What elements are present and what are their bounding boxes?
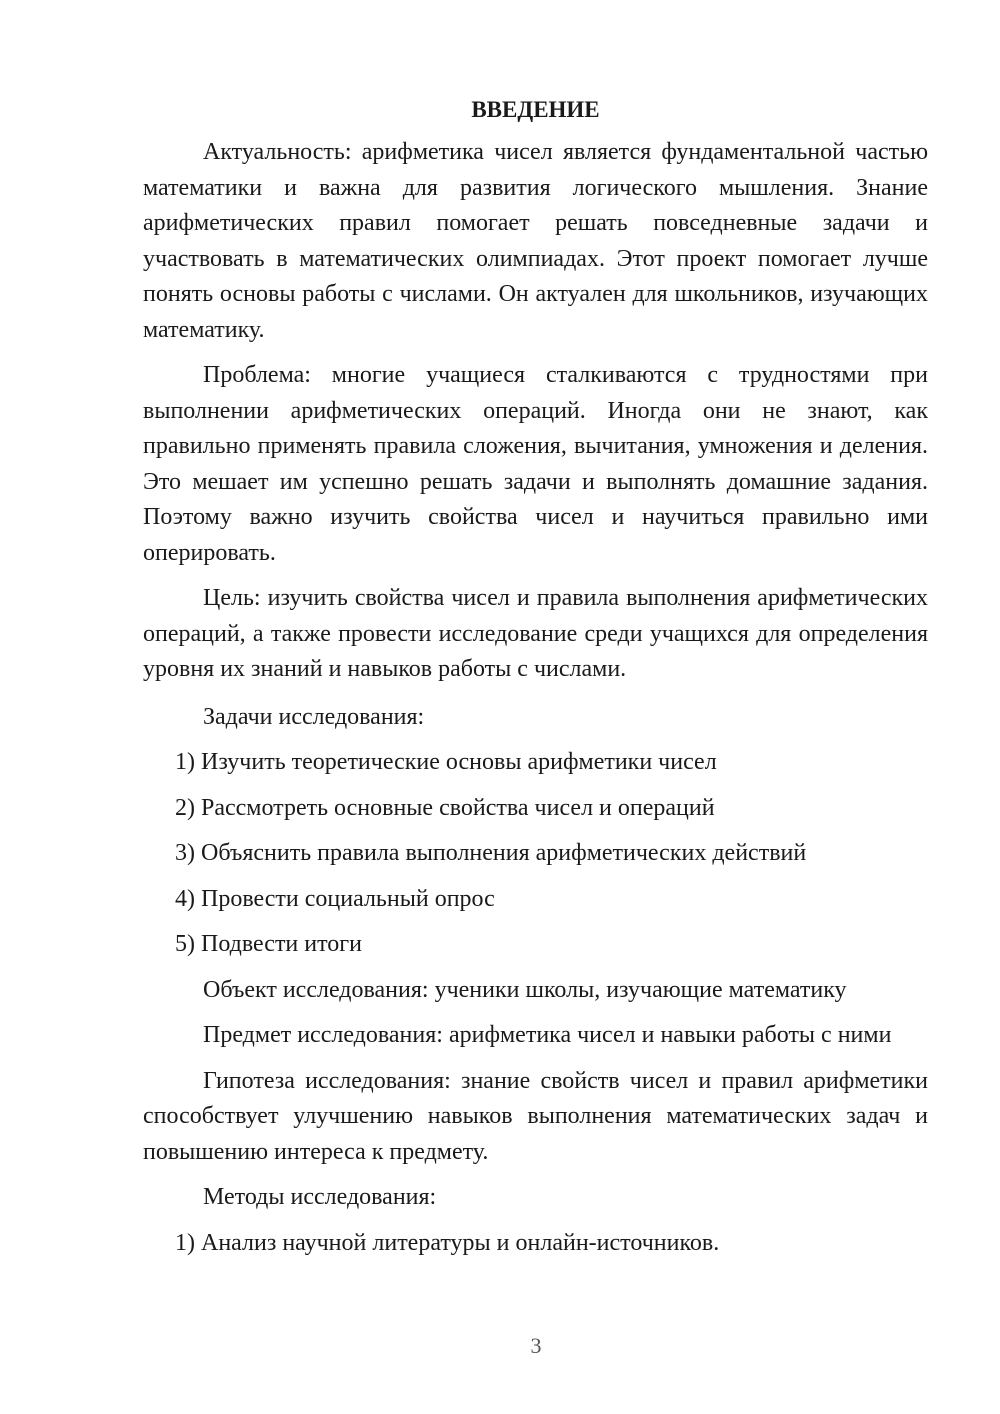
task-item: 2) Рассмотреть основные свойства чисел и операций [175, 794, 715, 821]
tasks-title: Задачи исследования: [203, 703, 425, 730]
task-item: 5) Подвести итоги [175, 931, 362, 957]
research-subject: Предмет исследования: арифметика чисел и навыки работы с ними [203, 1022, 892, 1048]
task-item: 1) Изучить теоретические основы арифметики чисел [175, 749, 717, 775]
method-item: 1) Анализ научной литературы и онлайн-источников. [175, 1229, 720, 1256]
hypothesis-paragraph: Гипотеза исследования: знание свойств чисел и правил арифметики способствует улучшению навыков выполнения математических задач и повышению интереса к предмету. [143, 1067, 928, 1165]
goal-paragraph: Цель: изучить свойства чисел и правила выполнения арифметических операций, а также провести исследование среди учащихся для определения уровня их знаний и навыков работы с числами. [143, 585, 928, 682]
section-heading: ВВЕДЕНИЕ [471, 97, 600, 122]
page-content [143, 95, 928, 1271]
task-item: 3) Объяснить правила выполнения арифметических действий [175, 840, 807, 866]
research-object: Объект исследования: ученики школы, изучающие математику [203, 976, 847, 1003]
methods-title: Методы исследования: [203, 1184, 437, 1210]
page-number: 3 [530, 1333, 542, 1358]
problem-paragraph: Проблема: многие учащиеся сталкиваются с трудностями при выполнении арифметических операций. Иногда они не знают, как правильно применять правила сложения, вычитания, умножения и деления. Это мешает им успешно решать задачи и выполнять домашние задания. Поэтому важно изучить свойства чисел и научиться правильно ими оперировать. [143, 362, 928, 566]
relevance-paragraph: Актуальность: арифметика чисел является фундаментальной частью математики и важна для развития логического мышления. Знание арифметических правил помогает решать повседневные задачи и участвовать в математических олимпиадах. Этот проект помогает лучше понять основы работы с числами. Он актуален для школьников, изучающих математику. [143, 139, 928, 343]
task-item: 4) Провести социальный опрос [175, 885, 495, 912]
